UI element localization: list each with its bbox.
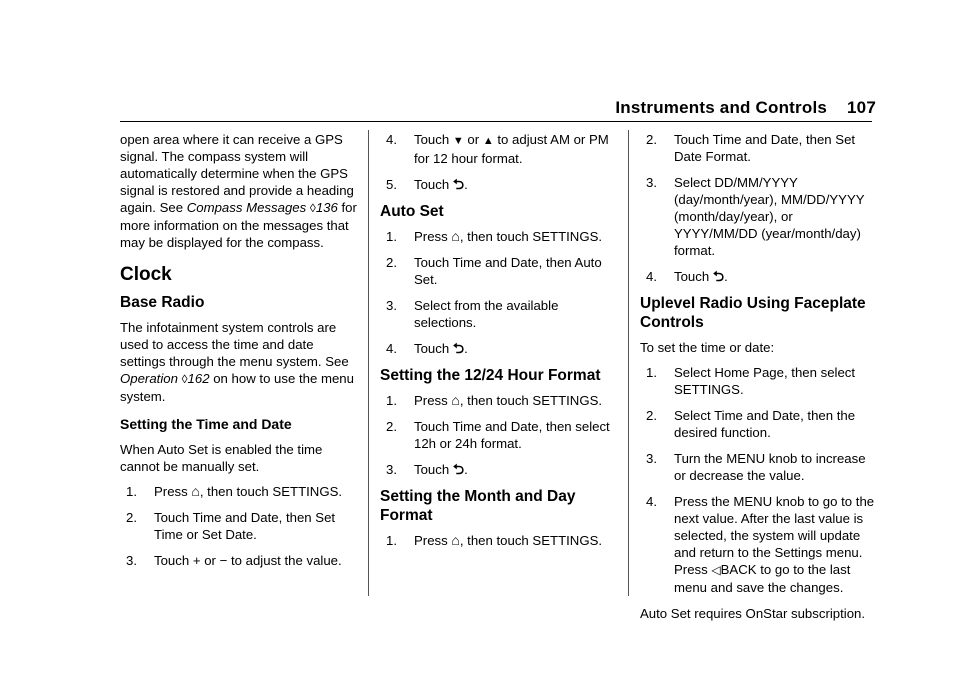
back-label: BACK — [720, 562, 757, 577]
back-arrow-icon: ⮌ — [452, 461, 465, 477]
column-1 — [120, 131, 358, 578]
list-item: 2. Touch Time and Date, then Set Time or Set Date. — [126, 510, 336, 542]
column-divider-1 — [368, 130, 369, 596]
compass-messages-link[interactable]: Compass Messages — [186, 200, 307, 215]
back-arrow-icon: ⮌ — [452, 176, 465, 192]
heading-clock: Clock — [120, 264, 172, 285]
uplevel-paragraph: To set the time or date: — [640, 340, 775, 355]
list-item: 3. Select from the available selections. — [386, 298, 559, 330]
running-header — [615, 98, 876, 118]
list-item: 4. Touch ⮌. — [646, 268, 728, 284]
base-radio-paragraph: The infotainment system controls are used to access the time and date settings through the menu system. See Operation ◊162 on how to use the menu system. — [120, 320, 354, 404]
column-3 — [640, 131, 878, 630]
list-item: 4. Touch ⮌. — [386, 340, 468, 356]
list-item: 3. Touch ⮌. — [386, 461, 468, 477]
page-reference-icon: ◊ — [181, 372, 188, 386]
up-triangle-icon: ▲ — [482, 135, 494, 147]
section-title: Instruments and Controls — [615, 98, 828, 117]
heading-base-radio: Base Radio — [120, 294, 205, 311]
list-item: 2. Touch Time and Date, then select 12h or 24h format. — [386, 419, 610, 451]
list-item: 3. Select DD/MM/YYYY (day/month/year), MM/DD/YYYY (month/day/year), or YYYY/MM/DD (year/month/day) format. — [646, 175, 865, 258]
down-triangle-icon: ▼ — [452, 135, 464, 147]
list-item: 1. Press ⌂, then touch SETTINGS. — [386, 392, 603, 408]
heading-uplevel-radio: Uplevel Radio Using Faceplate Controls — [640, 295, 866, 331]
list-item: 1. Select Home Page, then select SETTINGS. — [646, 365, 856, 397]
home-icon: ⌂ — [191, 483, 200, 499]
page-ref-162[interactable]: 162 — [187, 371, 210, 386]
page-ref-136[interactable]: 136 — [315, 200, 338, 215]
back-arrow-icon: ⮌ — [452, 340, 465, 356]
home-icon: ⌂ — [451, 532, 460, 548]
page-reference-icon: ◊ — [309, 201, 316, 215]
header-rule — [120, 121, 872, 122]
list-item: 2. Touch Time and Date, then Set Date Format. — [646, 132, 856, 164]
back-arrow-icon: ⮌ — [712, 268, 725, 284]
list-item: 3. Turn the MENU knob to increase or decrease the value. — [646, 451, 866, 483]
heading-auto-set: Auto Set — [380, 203, 444, 220]
heading-12-24-format: Setting the 12/24 Hour Format — [380, 367, 601, 384]
column-divider-2 — [628, 130, 629, 596]
heading-month-day-format: Setting the Month and Day Format — [380, 488, 576, 524]
list-item: 1. Press ⌂, then touch SETTINGS. — [126, 483, 343, 499]
intro-paragraph: open area where it can receive a GPS signal. The compass system will automatically determine when the GPS signal is restored and provide a heading again. See Compass Messages ◊136 for more information on the messages that may be displayed for the compass. — [120, 132, 357, 250]
list-item: 3. Touch + or − to adjust the value. — [126, 553, 342, 568]
page-number: 107 — [847, 98, 876, 117]
list-item: 2. Touch Time and Date, then Auto Set. — [386, 255, 602, 287]
list-item: 4. Touch ▼ or ▲ to adjust AM or PM for 12 hour format. — [386, 132, 609, 166]
home-icon: ⌂ — [451, 228, 460, 244]
auto-set-note: Auto Set requires OnStar subscription. — [640, 606, 866, 621]
heading-setting-time-date: Setting the Time and Date — [120, 416, 292, 432]
list-item: 1. Press ⌂, then touch SETTINGS. — [386, 532, 603, 548]
back-button-icon: ◁ — [711, 563, 721, 577]
list-item: 2. Select Time and Date, then the desired function. — [646, 408, 856, 440]
list-item: 4. Press the MENU knob to go to the next value. After the last value is selected, the system will update and return to the Settings menu. Press ◁BACK to go to the last menu and save the changes. — [646, 494, 875, 595]
operation-link[interactable]: Operation — [120, 371, 178, 386]
list-item: 1. Press ⌂, then touch SETTINGS. — [386, 228, 603, 244]
setting-paragraph: When Auto Set is enabled the time cannot be manually set. — [120, 442, 323, 474]
column-2 — [380, 131, 620, 558]
home-icon: ⌂ — [451, 392, 460, 408]
list-item: 5. Touch ⮌. — [386, 176, 468, 192]
